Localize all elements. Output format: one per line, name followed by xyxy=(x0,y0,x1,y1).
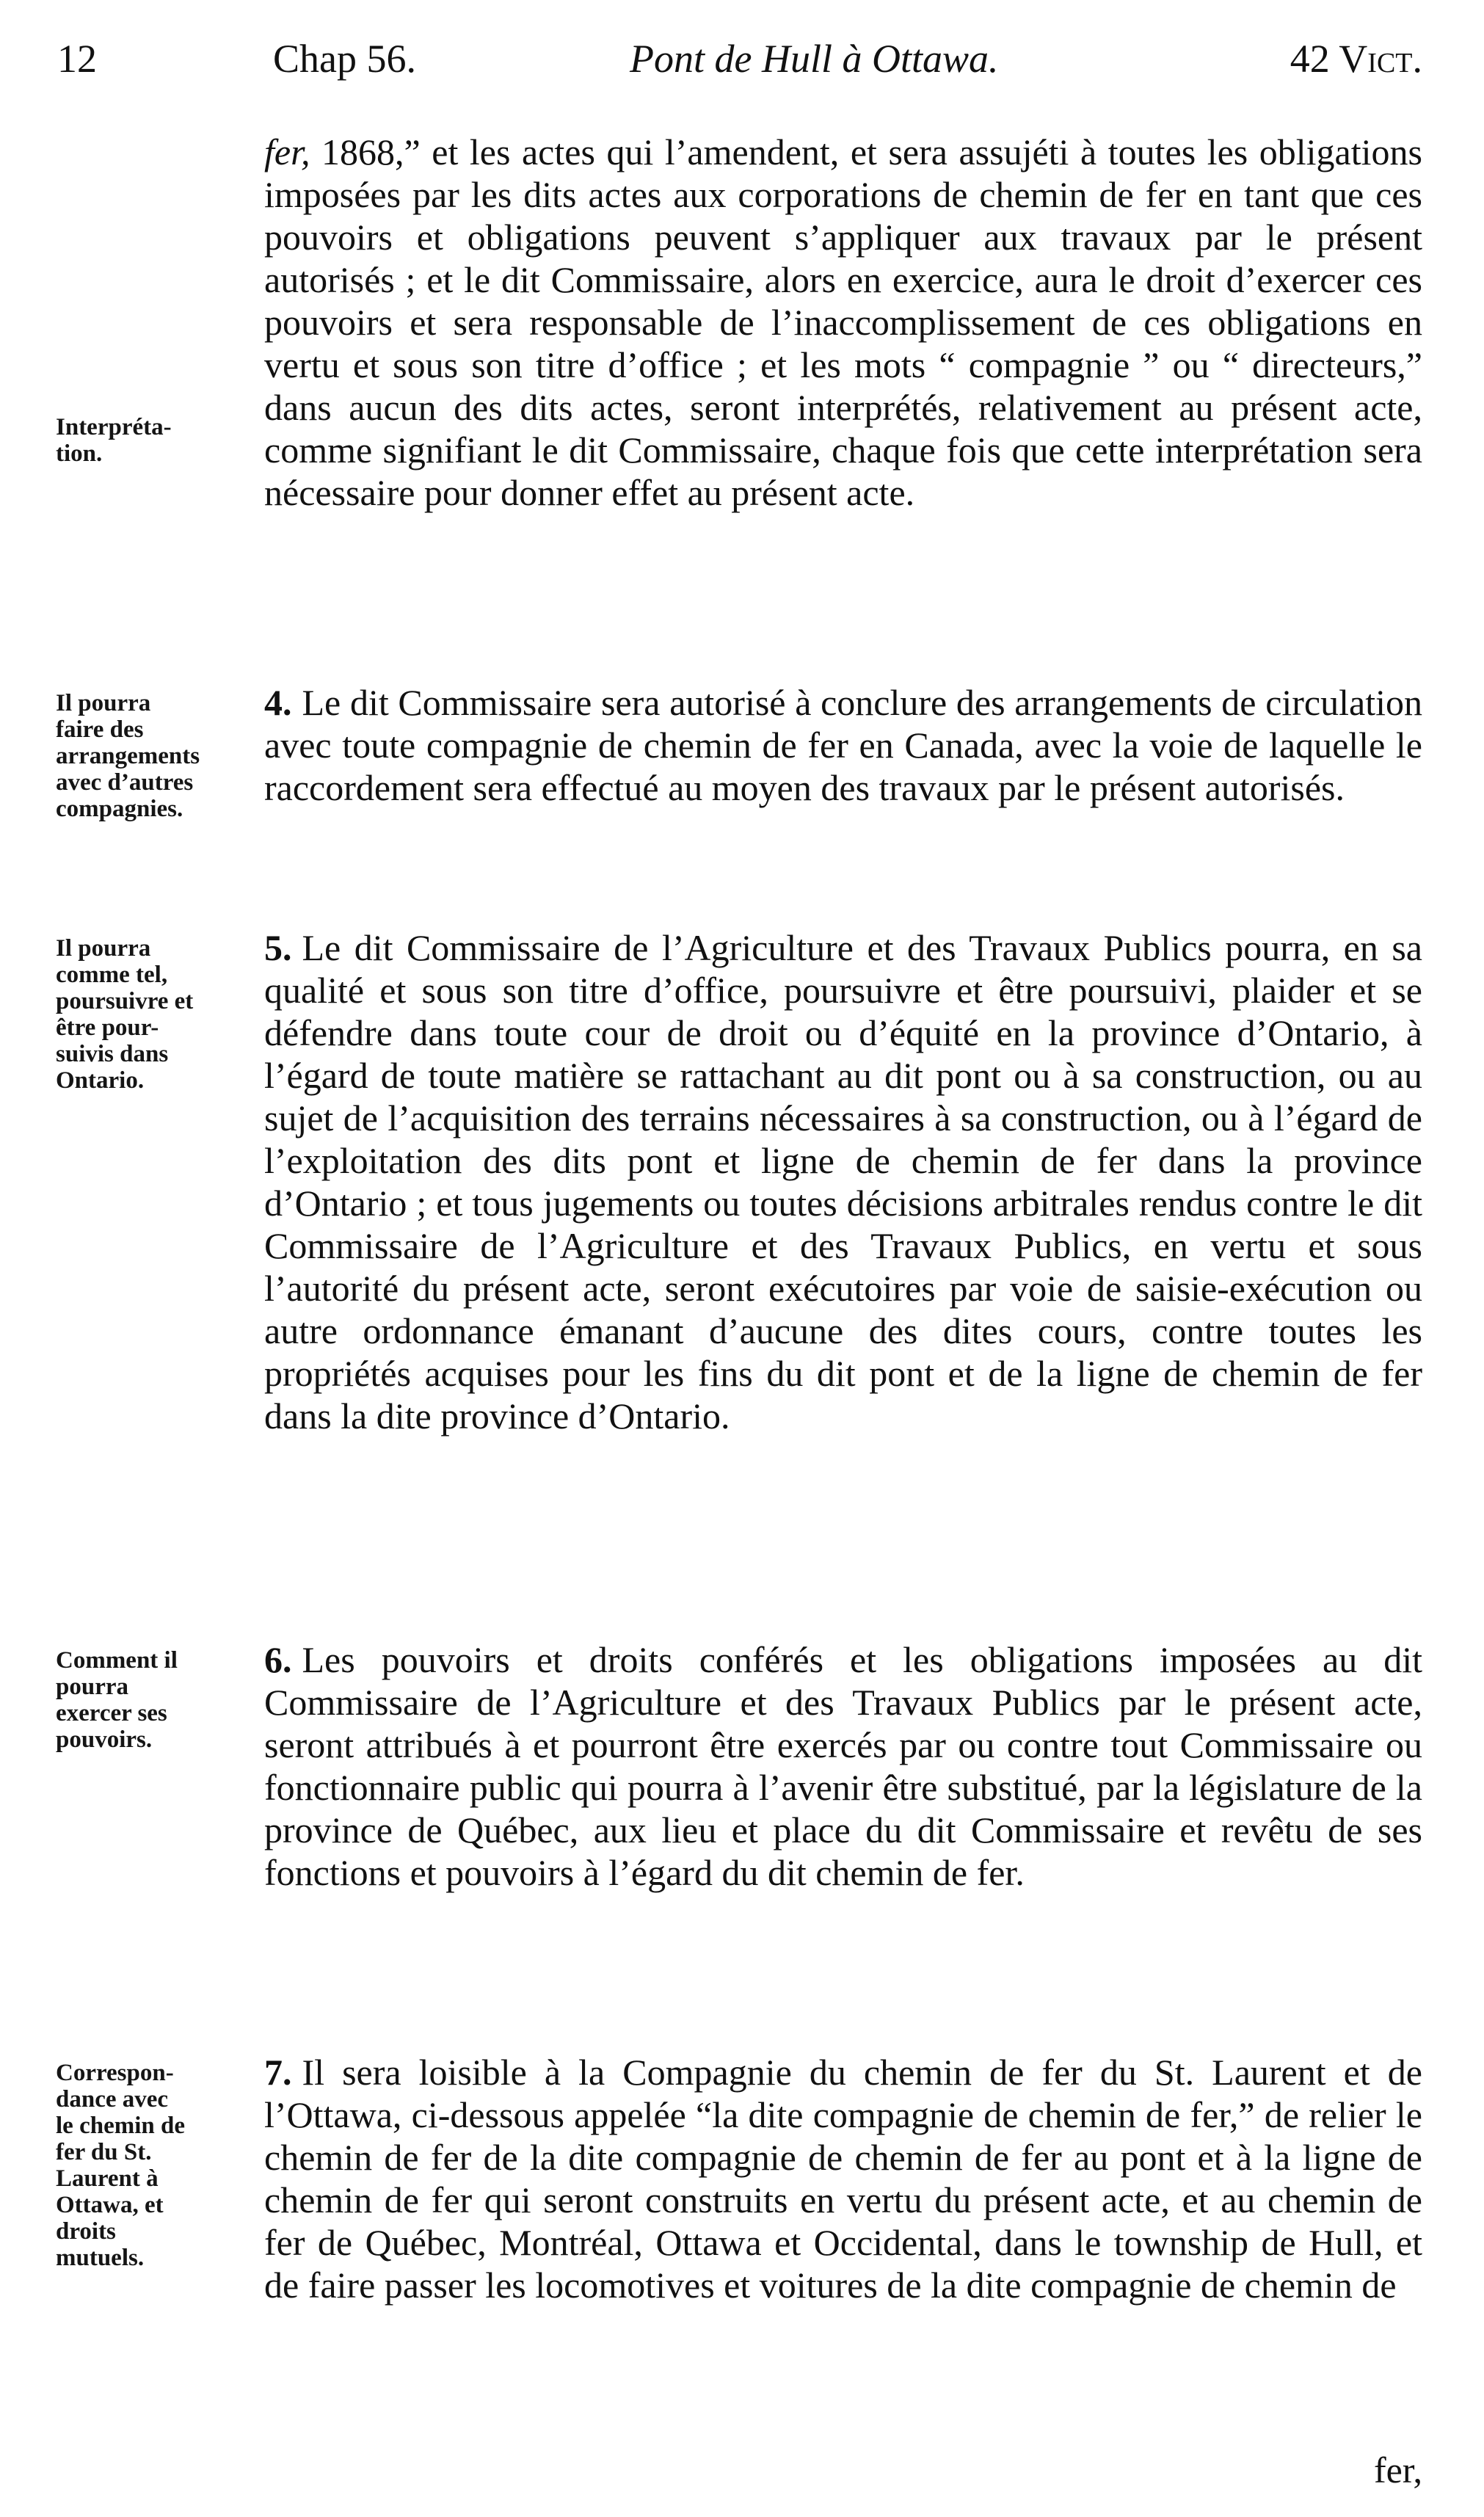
section-text xyxy=(264,131,1422,514)
section-body: 1868,” et les actes qui l’amendent, et sera assujéti à toutes les obligations imposées par les dits actes aux corporations de chemin de fer en tant que ces pouvoirs et obligations peuvent s’appliquer aux travaux par le présent autorisés ; et le dit Commissaire, alors en exercice, aura le droit d’exercer ces pouvoirs et sera responsable de l’inaccomplissement de ces obligations en vertu et sous son titre d’office ; et les mots “ compagnie ” ou “ directeurs,” dans aucun des dits actes, seront interprétés, relativement au présent acte, comme signifiant le dit Commissaire, chaque fois que cette interprétation sera nécessaire pour donner effet au présent acte. xyxy=(264,131,1422,513)
catchword: fer, xyxy=(1374,2449,1422,2491)
regnal-year: 42 Vict. xyxy=(1290,37,1422,81)
chapter-label: Chap 56. xyxy=(273,37,416,81)
section-body: Le dit Commissaire sera autorisé à conclure des arrangements de circulation avec toute compagnie de chemin de fer en Canada, avec la voie de laquelle le raccordement sera effectué au moyen des travaux par le présent autorisés. xyxy=(264,682,1422,808)
margin-note: Comment il pourra exercer ses pouvoirs. xyxy=(56,1647,178,1753)
section-number: 6. xyxy=(264,1639,292,1680)
margin-note: Il pourra faire des arrangements avec d’autres compagnies. xyxy=(56,690,200,822)
section-number: 4. xyxy=(264,682,292,723)
section-body: Il sera loisible à la Compagnie du chemin de fer du St. Laurent et de l’Ottawa, ci-dessous appelée “la dite compagnie de chemin de fer,” de relier le chemin de fer de la dite compagnie de chemin de fer au pont et à la ligne de chemin de fer qui seront construits en vertu du présent acte, et au chemin de fer de Québec, Montréal, Ottawa et Occidental, dans le township de Hull, et de faire passer les locomotives et voitures de la dite compagnie de chemin de xyxy=(264,2052,1422,2306)
margin-note: Interpréta- tion. xyxy=(56,414,172,467)
running-header xyxy=(57,29,1422,88)
section-body: Les pouvoirs et droits conférés et les obligations imposées au dit Commissaire de l’Agriculture et des Travaux Publics par le présent acte, seront attribués à et pourront être exercés par ou contre tout Commissaire ou fonctionnaire public qui pourra à l’avenir être substitué, par la législature de la province de Québec, aux lieu et place du dit Commissaire et revêtu de ses fonctions et pouvoirs à l’égard du dit chemin de fer. xyxy=(264,1639,1422,1893)
margin-note: Il pourra comme tel, poursuivre et être pour- suivis dans Ontario. xyxy=(56,935,194,1094)
section-text xyxy=(264,681,1422,809)
section-body: Le dit Commissaire de l’Agriculture et des Travaux Publics pourra, en sa qualité et sous son titre d’office, poursuivre et être poursuivi, plaider et se défendre dans toute cour de droit ou d’équité en la province d’Ontario, à l’égard de toute matière se rattachant au dit pont ou à sa construction, ou au sujet de l’acquisition des terrains nécessaires à sa construction, ou à l’égard de l’exploitation des dits pont et ligne de chemin de fer dans la province d’Ontario ; et tous jugements ou toutes décisions arbitrales rendus contre le dit Commissaire de l’Agriculture et des Travaux Publics, en vertu et sous l’autorité du présent acte, seront exécutoires par voie de saisie-exécution ou autre ordonnance émanant d’aucune des dites cours, contre toutes les propriétés acquises pour les fins du dit pont et de la ligne de chemin de fer dans la dite province d’Ontario. xyxy=(264,927,1422,1437)
section-number: 5. xyxy=(264,927,292,968)
section-text xyxy=(264,2051,1422,2306)
section-number: 7. xyxy=(264,2052,292,2093)
section-text xyxy=(264,926,1422,1437)
margin-note: Correspon- dance avec le chemin de fer du St. Laurent à Ottawa, et droits mutuels. xyxy=(56,2060,185,2271)
running-title: Pont de Hull à Ottawa. xyxy=(630,37,999,81)
page-number: 12 xyxy=(57,37,97,81)
section-lead-word: fer, xyxy=(264,131,310,172)
section-text xyxy=(264,1638,1422,1894)
